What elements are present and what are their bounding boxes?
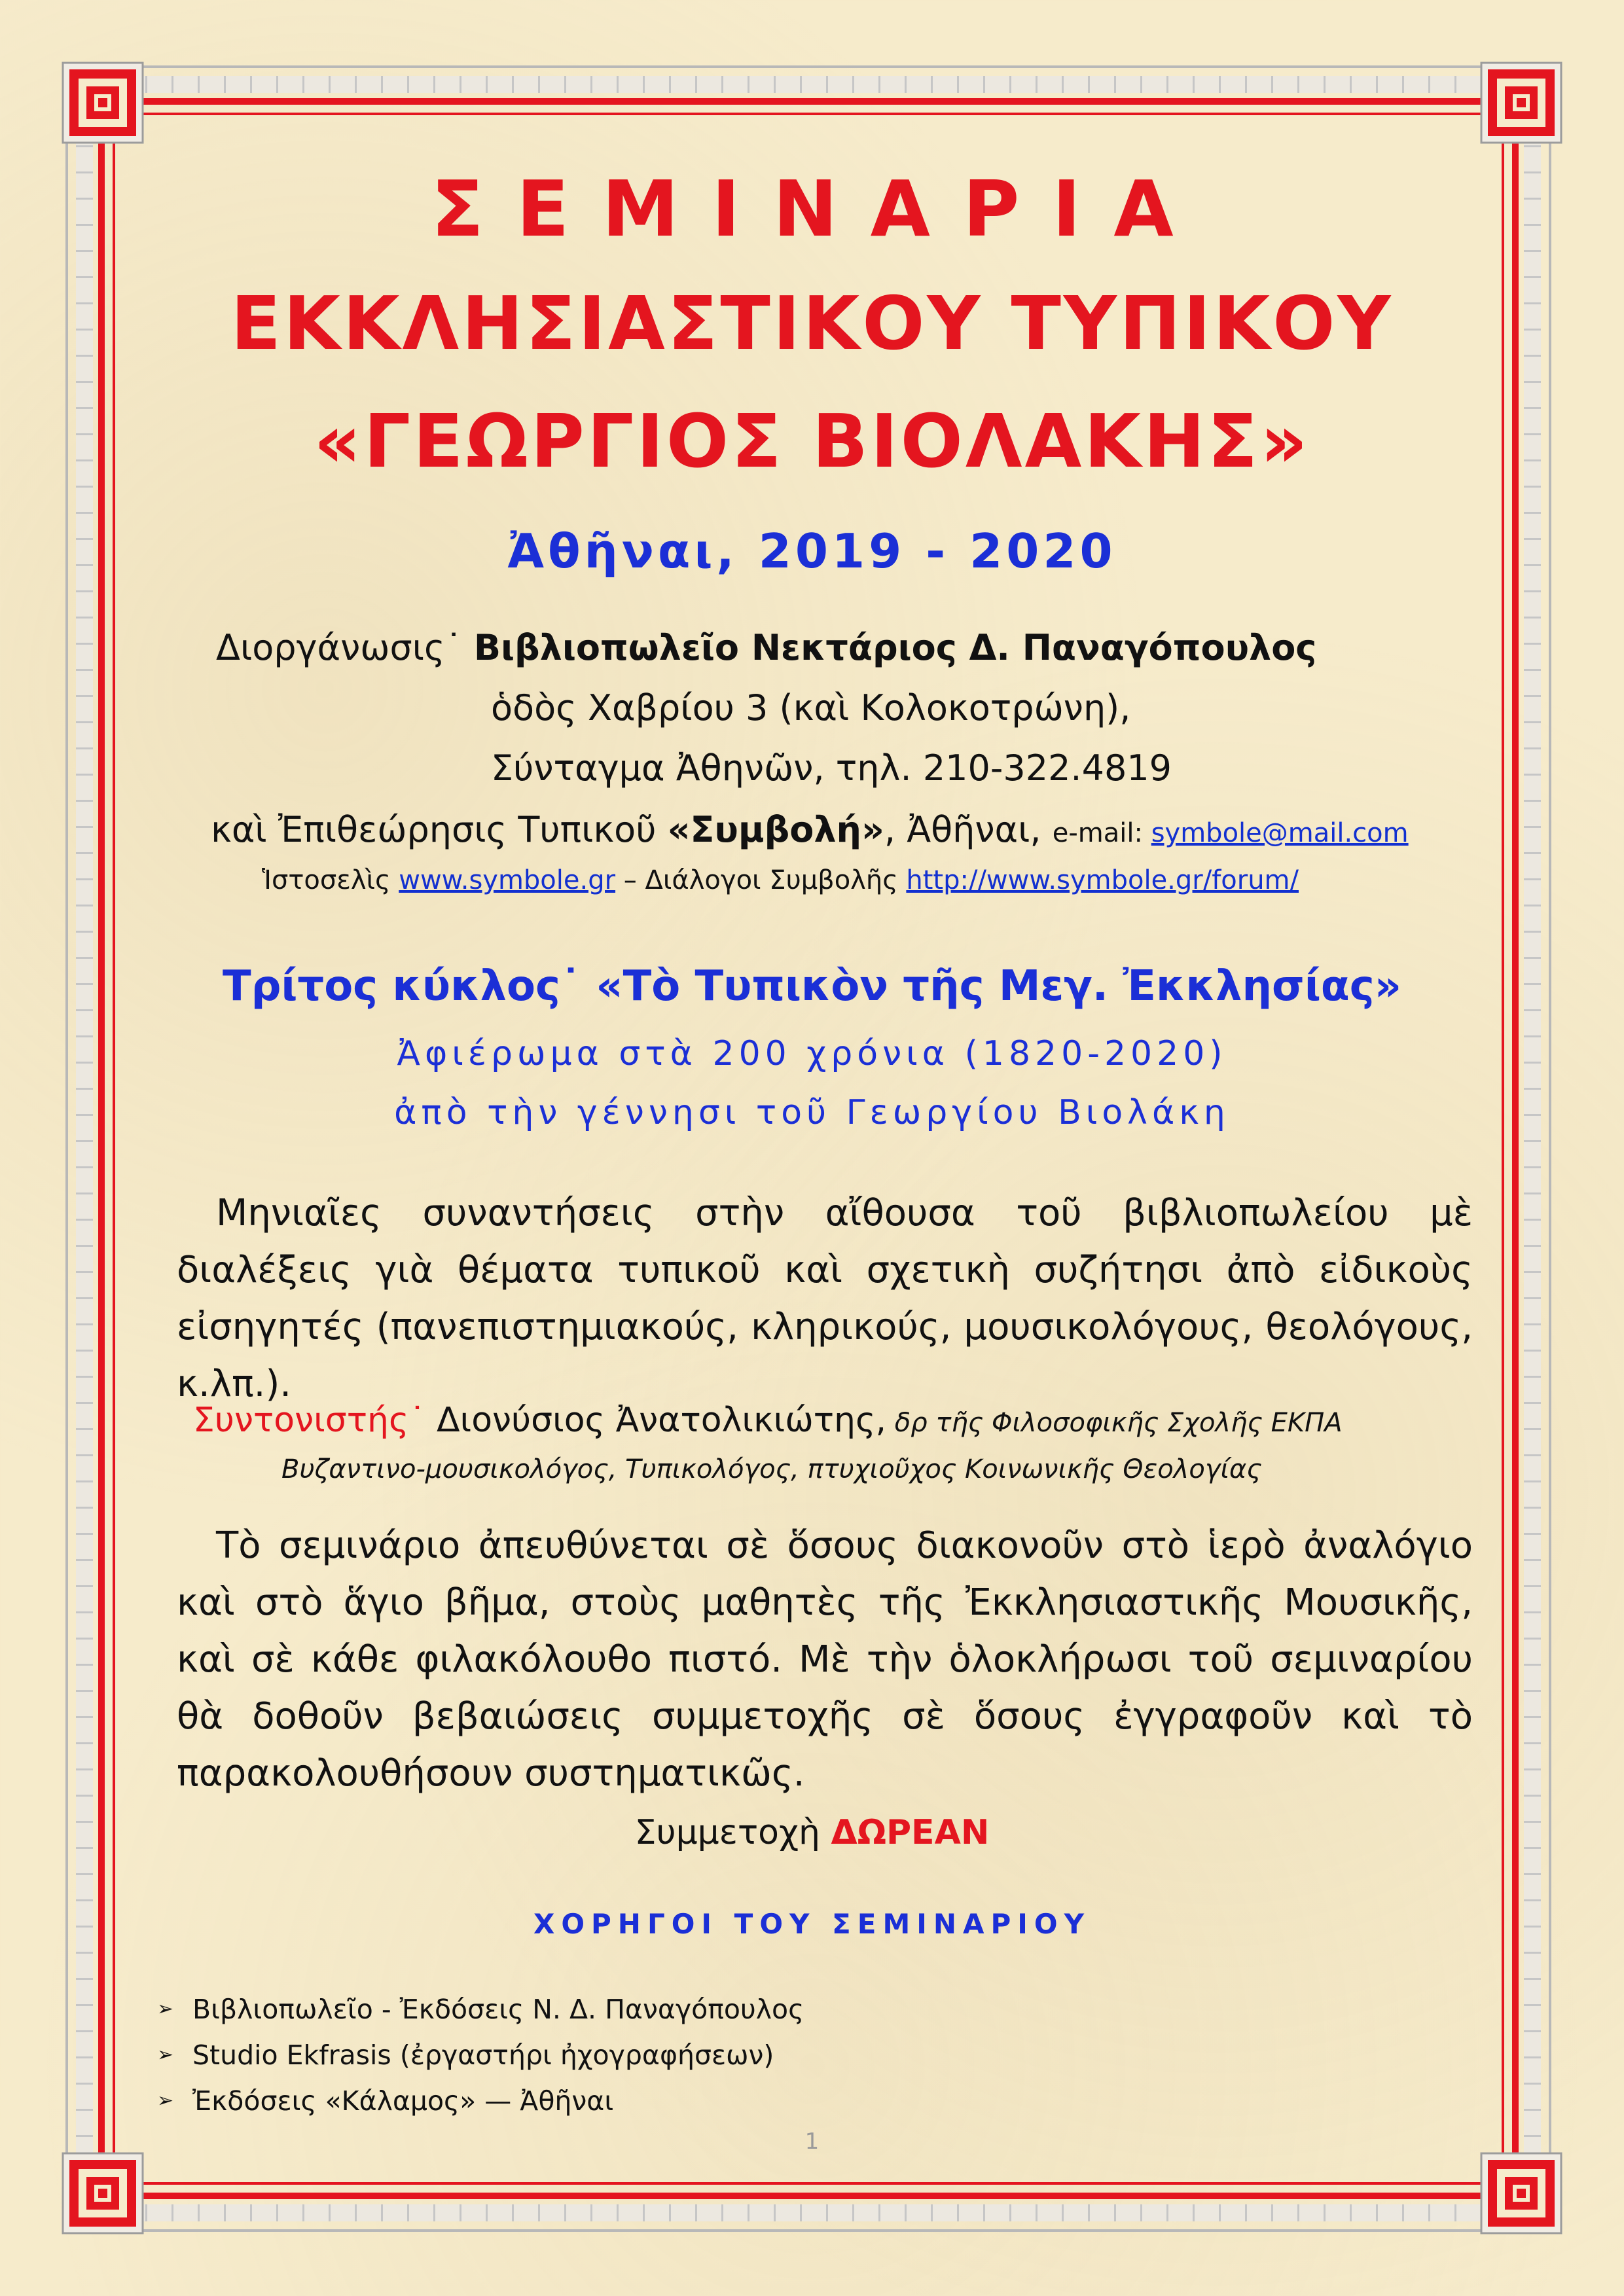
coordinator-title-1: δρ τῆς Φιλοσοφικῆς Σχολῆς ΕΚΠΑ [886, 1408, 1343, 1438]
participation-line [0, 1813, 1624, 1852]
website-label: Ἱστοσελὶς [262, 865, 399, 895]
arrow-bullet-icon: ➢ [157, 2089, 174, 2112]
title-line-3: «ΓΕΩΡΓΙΟΣ ΒΙΟΛΑΚΗΣ» [314, 399, 1310, 484]
organizer-label: Διοργάνωσις˙ [216, 627, 474, 668]
sponsors-heading: ΧΟΡΗΓΟΙ ΤΟΥ ΣΕΜΙΝΑΡΙΟΥ [533, 1908, 1091, 1940]
description-paragraph: Μηνιαῖες συναντήσεις στὴν αἴθουσα τοῦ βιβλιοπωλείου μὲ διαλέξεις γιὰ θέματα τυπικοῦ καὶ σχετικὴ συζήτησι ἀπὸ εἰδικοὺς εἰσηγητές (πανεπιστημιακούς, κληρικούς, μουσικολόγους, θεολόγους, κ.λπ.). [177, 1192, 1473, 1405]
forum-label: – Διάλογοι Συμβολῆς [615, 865, 907, 895]
partner-suffix: , Ἀθῆναι, [884, 809, 1053, 850]
partner-line [211, 809, 1409, 850]
cycle-subtitle-1: Ἀφιέρωμα στὰ 200 χρόνια (1820-2020) [397, 1034, 1227, 1073]
organizer-address-1: ὁδὸς Χαβρίου 3 (καὶ Κολοκοτρώνη), [491, 687, 1131, 728]
list-item [157, 1986, 804, 2032]
website-line [262, 865, 1299, 895]
coordinator-name: Διονύσιος Ἀνατολικιώτης, [437, 1401, 887, 1440]
sponsors-list [157, 1986, 804, 2124]
coordinator-line [193, 1401, 1343, 1440]
organizer-line [216, 627, 1316, 668]
website-link[interactable]: www.symbole.gr [399, 865, 616, 895]
organizer-name: Βιβλιοπωλεῖο Νεκτάριος Δ. Παναγόπουλος [473, 627, 1317, 668]
place-and-years: Ἀθῆναι, 2019 - 2020 [507, 524, 1117, 579]
cycle-subtitle-2: ἀπὸ τὴν γέννησι τοῦ Γεωργίου Βιολάκη [394, 1093, 1230, 1132]
title-line-1: ΣΕΜΙΝΑΡΙΑ [431, 164, 1206, 254]
email-label: e-mail: [1052, 818, 1151, 848]
sponsor-name: Studio Ekfrasis (ἐργαστήρι ἠχογραφήσεων) [192, 2039, 774, 2071]
sponsor-name: Ἐκδόσεις «Κάλαμος» — Ἀθῆναι [192, 2085, 614, 2117]
partner-prefix: καὶ Ἐπιθεώρησις Τυπικοῦ [211, 809, 668, 850]
coordinator-title-2: Βυζαντινο-μουσικολόγος, Τυπικολόγος, πτυχιοῦχος Κοινωνικῆς Θεολογίας [281, 1454, 1262, 1484]
cycle-heading: Τρίτος κύκλος˙ «Τὸ Τυπικὸν τῆς Μεγ. Ἐκκλησίας» [222, 962, 1402, 1011]
title-line-2: ΕΚΚΛΗΣΙΑΣΤΙΚΟΥ ΤΥΠΙΚΟΥ [230, 281, 1394, 367]
partner-name: «Συμβολή» [667, 809, 884, 850]
participation-label: Συμμετοχὴ [634, 1813, 831, 1852]
participation-value: ΔΩΡΕΑΝ [831, 1813, 990, 1852]
arrow-bullet-icon: ➢ [157, 2043, 174, 2066]
page-number: 1 [804, 2128, 820, 2155]
email-link[interactable]: symbole@mail.com [1151, 818, 1409, 848]
arrow-bullet-icon: ➢ [157, 1998, 174, 2020]
coordinator-label: Συντονιστής˙ [193, 1401, 437, 1440]
organizer-address-2: Σύνταγμα Ἀθηνῶν, τηλ. 210-322.4819 [491, 747, 1172, 789]
list-item [157, 2032, 804, 2078]
list-item [157, 2078, 804, 2124]
forum-link[interactable]: http://www.symbole.gr/forum/ [906, 865, 1299, 895]
sponsor-name: Βιβλιοπωλεῖο - Ἐκδόσεις Ν. Δ. Παναγόπουλος [192, 1994, 804, 2025]
audience-paragraph: Τὸ σεμινάριο ἀπευθύνεται σὲ ὅσους διακονοῦν στὸ ἱερὸ ἀναλόγιο καὶ στὸ ἅγιο βῆμα, στοὺς μαθητὲς τῆς Ἐκκλησιαστικῆς Μουσικῆς, καὶ σὲ κάθε φιλακόλουθο πιστό. Μὲ τὴν ὁλοκλήρωσι τοῦ σεμιναρίου θὰ δοθοῦν βεβαιώσεις συμμετοχῆς σὲ ὅσους ἐγγραφοῦν καὶ τὸ παρακολουθήσουν συστηματικῶς. [177, 1524, 1473, 1795]
